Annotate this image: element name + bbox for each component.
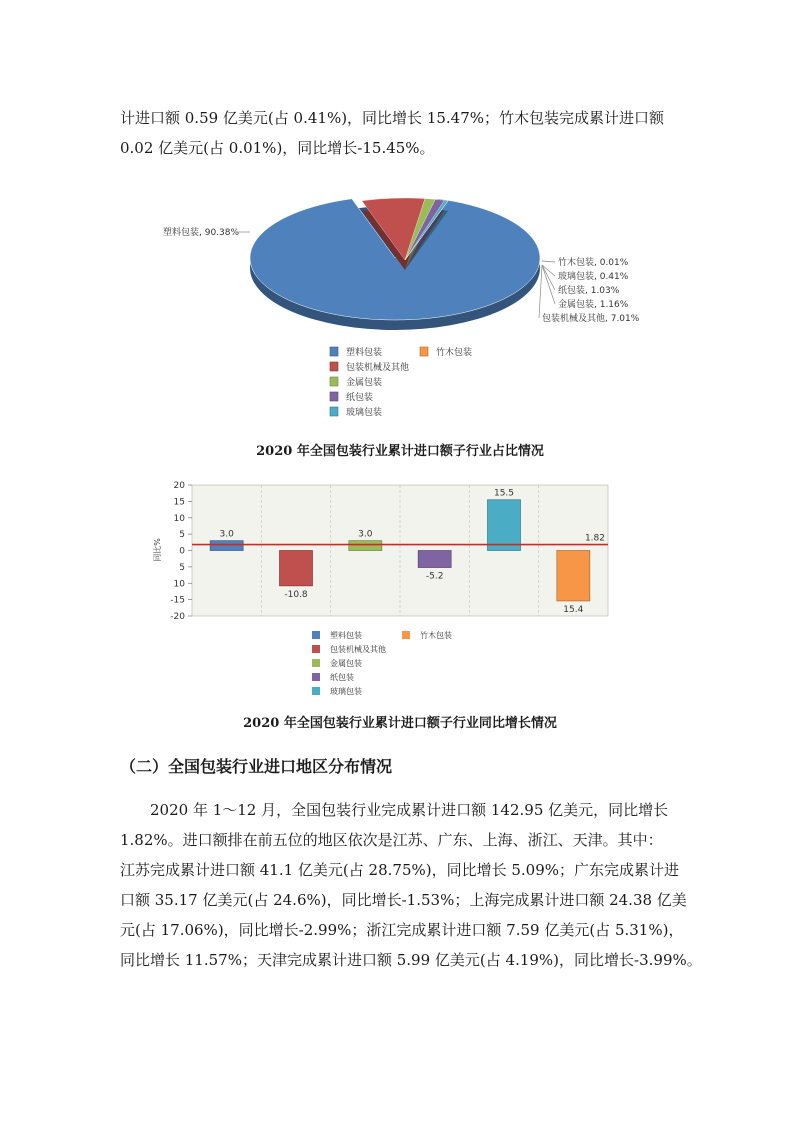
legend-swatch: [402, 631, 410, 639]
legend-label: 金属包装: [346, 378, 383, 388]
intro-paragraph: [120, 103, 700, 163]
y-tick-label: -20: [170, 612, 185, 622]
body-line: 口额 35.17 亿美元(占 24.6%)，同比增长-1.53%；上海完成累计进口额 24.38 亿美: [120, 891, 687, 909]
legend-label: 金属包装: [330, 659, 362, 668]
bar: [210, 541, 243, 551]
legend-swatch: [330, 407, 338, 416]
intro-line: 0.02 亿美元(占 0.01%)，同比增长-15.45%。: [120, 139, 435, 157]
pie-leader-line: [542, 265, 555, 290]
bar-value-label: 15.4: [563, 604, 584, 615]
body-line: 1.82%。进口额排在前五位的地区依次是江苏、广东、上海、浙江、天津。其中：: [120, 831, 663, 849]
pie-chart-figure: [150, 185, 670, 435]
legend-swatch: [330, 392, 338, 401]
pie-slice-label: 玻璃包装, 0.41%: [558, 272, 629, 282]
bar-value-label: 3.0: [219, 529, 234, 540]
legend-label: 塑料包装: [330, 631, 362, 640]
pie-slice-label: 包装机械及其他, 7.01%: [542, 314, 640, 324]
body-line: 同比增长 11.57%；天津完成累计进口额 5.99 亿美元(占 4.19%)，同比增长-3.99%。: [120, 951, 702, 969]
bar-chart-caption: 2020 年全国包装行业累计进口额子行业同比增长情况: [243, 716, 557, 731]
bar-chart: [150, 478, 620, 703]
y-tick-label: 0: [179, 546, 185, 557]
y-tick-label: -15: [170, 595, 185, 606]
legend-swatch: [312, 687, 320, 695]
pie-slice-label: 纸包装, 1.03%: [558, 286, 620, 296]
legend-label: 玻璃包装: [346, 408, 383, 418]
bar: [488, 500, 521, 551]
y-axis-label: 同比%: [153, 538, 162, 562]
pie-chart-caption: 2020 年全国包装行业累计进口额子行业占比情况: [256, 444, 544, 459]
bar-value-label: 3.0: [358, 529, 373, 540]
legend-label: 纸包装: [346, 393, 374, 403]
legend-swatch: [330, 362, 338, 371]
y-tick-label: 20: [173, 481, 185, 491]
pie-chart: [150, 185, 670, 435]
pie-slice-label: 金属包装, 1.16%: [558, 300, 629, 310]
legend-swatch: [312, 673, 320, 681]
body-line: 元(占 17.06%)，同比增长-2.99%；浙江完成累计进口额 7.59 亿美元(占 5.31%)，: [120, 921, 684, 939]
legend-swatch: [330, 377, 338, 386]
bar: [349, 541, 382, 551]
bar: [418, 551, 451, 568]
pie-leader-line: [542, 261, 555, 262]
body-line: 江苏完成累计进口额 41.1 亿美元(占 28.75%)，同比增长 5.09%；广东完成累计进: [120, 861, 680, 879]
y-tick-label: 15: [173, 497, 185, 508]
body-paragraph: [120, 795, 700, 975]
pie-slice-label: 塑料包装, 90.38%: [163, 228, 240, 238]
legend-label: 纸包装: [330, 673, 354, 682]
bar-value-label: -5.2: [425, 571, 444, 582]
section-heading: （二）全国包装行业进口地区分布情况: [120, 757, 393, 776]
bar-value-label: 15.5: [493, 488, 515, 499]
legend-swatch: [312, 645, 320, 653]
y-tick-label: 10: [173, 513, 185, 524]
legend-label: 塑料包装: [346, 348, 383, 358]
legend-swatch: [312, 659, 320, 667]
pie-slice-label: 竹木包装, 0.01%: [558, 258, 629, 268]
legend-swatch: [330, 347, 338, 356]
legend-label: 竹木包装: [436, 348, 473, 358]
legend-label: 包装机械及其他: [330, 645, 386, 654]
body-line: 2020 年 1～12 月，全国包装行业完成累计进口额 142.95 亿美元，同比增长: [150, 801, 669, 819]
legend-swatch: [420, 347, 428, 356]
y-tick-label: 10: [173, 579, 185, 590]
y-tick-label: 5: [179, 530, 185, 541]
y-tick-label: 5: [179, 562, 185, 573]
legend-label: 玻璃包装: [330, 687, 362, 696]
legend-label: 包装机械及其他: [346, 363, 410, 373]
bar: [280, 551, 313, 586]
bar-value-label: -10.8: [284, 589, 308, 600]
bar: [557, 551, 590, 601]
reference-line-label: 1.82: [584, 533, 605, 544]
intro-line: 计进口额 0.59 亿美元(占 0.41%)，同比增长 15.47%；竹木包装完成累计进口额: [120, 109, 665, 127]
legend-swatch: [312, 631, 320, 639]
bar-chart-figure: [150, 478, 620, 703]
legend-label: 竹木包装: [420, 631, 452, 640]
